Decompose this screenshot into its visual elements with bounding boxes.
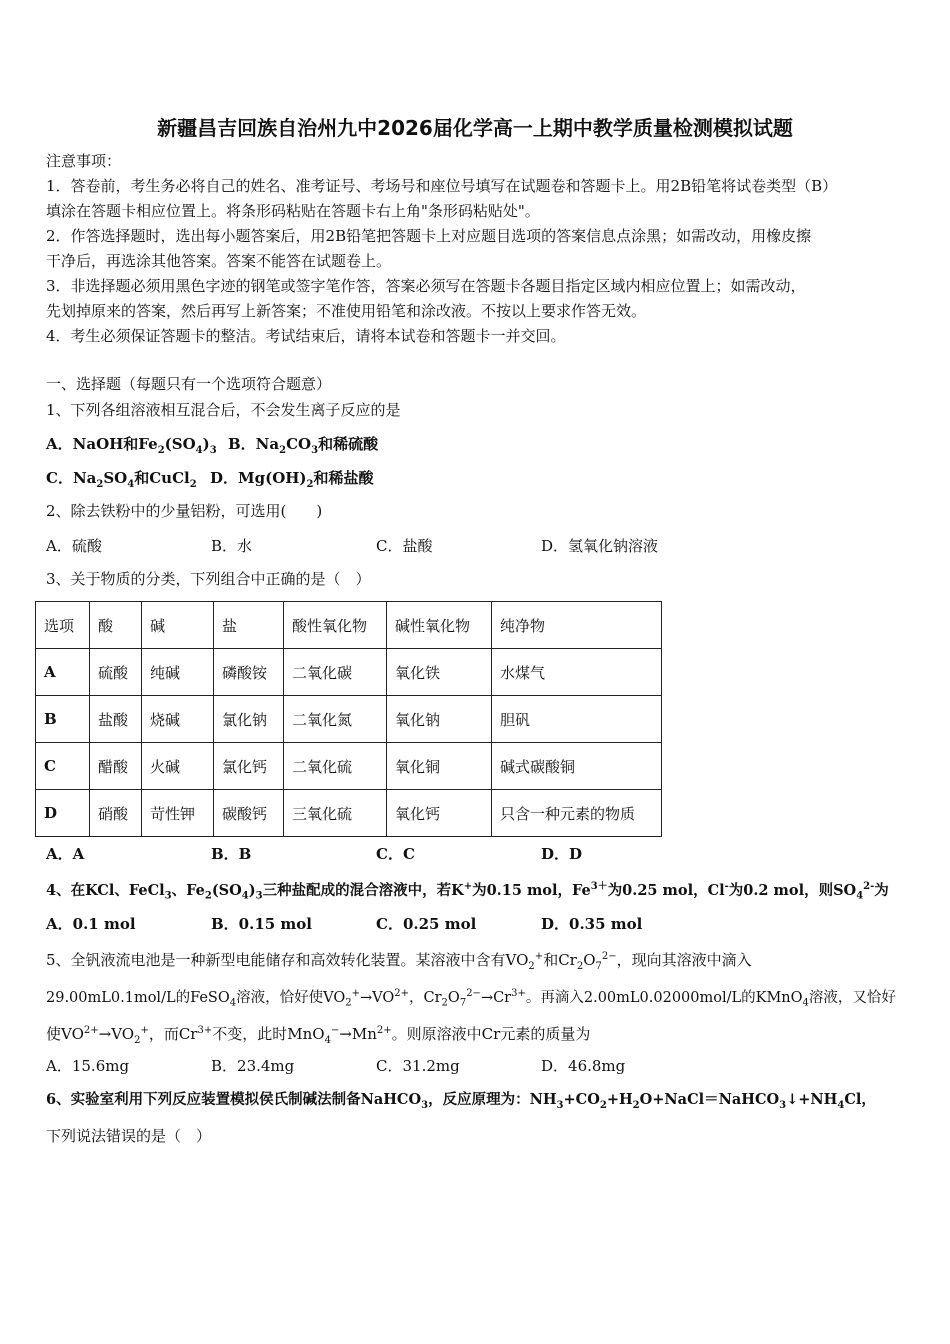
q2-option-a: A．硫酸 [46, 537, 102, 555]
table-header-cell: 纯净物 [492, 602, 662, 649]
q2-option-b: B．水 [211, 537, 253, 555]
q6-line-1: 6、实验室利用下列反应装置模拟侯氏制碱法制备NaHCO$_3$，反应原理为：$NH_3+CO_2+H_2O+NaCl=NaHCO_3↓+NH_4Cl$， [46, 1091, 876, 1111]
table-cell: 苛性钾 [142, 790, 214, 837]
q4-option-d: D．0.35 mol [541, 915, 643, 933]
q5-option-b: B．23.4mg [211, 1057, 295, 1075]
table-header-cell: 选项 [36, 602, 90, 649]
q1-stem: 1、下列各组溶液相互混合后，不会发生离子反应的是 [46, 401, 401, 419]
notice-line-1a: 1．答卷前，考生务必将自己的姓名、准考证号、考场号和座位号填写在试题卷和答题卡上。用2B铅笔将试卷类型（B） [46, 177, 838, 195]
table-cell: 碱式碳酸铜 [492, 743, 662, 790]
table-header-row [36, 602, 662, 649]
table-row [36, 649, 662, 696]
q4-option-c: C．0.25 mol [376, 915, 477, 933]
q3-stem: 3、关于物质的分类，下列组合中正确的是（ ） [46, 570, 371, 588]
table-cell: 三氧化硫 [284, 790, 387, 837]
table-cell: 碳酸钙 [214, 790, 284, 837]
q6-line-2: 下列说法错误的是（ ） [46, 1127, 212, 1145]
table-cell: 胆矾 [492, 696, 662, 743]
section-heading: 一、选择题（每题只有一个选项符合题意） [46, 375, 332, 393]
table-cell: 硫酸 [90, 649, 142, 696]
table-cell: A [36, 649, 90, 696]
table-header-cell: 酸性氧化物 [284, 602, 387, 649]
q2-stem: 2、除去铁粉中的少量铝粉，可选用( ) [46, 502, 323, 520]
table-cell: C [36, 743, 90, 790]
table-cell: 二氧化硫 [284, 743, 387, 790]
table-cell: 只含一种元素的物质 [492, 790, 662, 837]
notice-line-3b: 先划掉原来的答案，然后再写上新答案；不准使用铅笔和涂改液。不按以上要求作答无效。 [46, 302, 647, 320]
table-row [36, 696, 662, 743]
table-cell: 硝酸 [90, 790, 142, 837]
table-cell: 氧化钠 [387, 696, 492, 743]
q5-line-3: 使$VO^{2+}\to VO_2^+$，而$Cr^{3+}$不变，此时$MnO_4^-\to Mn^{2+}$。则原溶液中Cr元素的质量为 [46, 1025, 591, 1046]
table-cell: B [36, 696, 90, 743]
q1-option-a: A．NaOH和$Fe_2(SO_4)_3$ [46, 435, 217, 456]
table-header-cell: 碱 [142, 602, 214, 649]
q5-option-d: D．46.8mg [541, 1057, 626, 1075]
table-header-cell: 酸 [90, 602, 142, 649]
table-row [36, 790, 662, 837]
table-cell: 纯碱 [142, 649, 214, 696]
table-cell: 醋酸 [90, 743, 142, 790]
q5-line-1: 5、全钒液流电池是一种新型电能储存和高效转化装置。某溶液中含有$VO_2^+$和$Cr_2O_7^{2-}$，现向其溶液中滴入 [46, 951, 752, 972]
table-cell: 二氧化碳 [284, 649, 387, 696]
table-cell: D [36, 790, 90, 837]
notice-line-2a: 2．作答选择题时，选出每小题答案后，用2B铅笔把答题卡上对应题目选项的答案信息点涂黑；如需改动，用橡皮擦 [46, 227, 812, 245]
q5-option-c: C．31.2mg [376, 1057, 460, 1075]
table-header-cell: 盐 [214, 602, 284, 649]
notice-line-2b: 干净后，再选涂其他答案。答案不能答在试题卷上。 [46, 252, 392, 270]
q1-option-b: B．$Na_2CO_3$和稀硫酸 [228, 435, 379, 456]
q3-option-d: D．D [541, 845, 583, 863]
q4-option-a: A．0.1 mol [46, 915, 136, 933]
table-cell: 二氧化氮 [284, 696, 387, 743]
q2-option-d: D．氢氧化钠溶液 [541, 537, 659, 555]
table-cell: 氧化铁 [387, 649, 492, 696]
table-cell: 烧碱 [142, 696, 214, 743]
table-cell: 氯化钙 [214, 743, 284, 790]
classification-table [35, 601, 662, 837]
notice-heading: 注意事项： [46, 152, 122, 170]
notice-line-4: 4．考生必须保证答题卡的整洁。考试结束后，请将本试卷和答题卡一并交回。 [46, 327, 566, 345]
q3-option-c: C．C [376, 845, 415, 863]
q2-option-c: C．盐酸 [376, 537, 433, 555]
q1-option-c: C．$Na_2SO_4$和CuCl$_2$ [46, 469, 197, 490]
q4-stem: 4、在KCl、FeCl$_3$、$Fe_2(SO_4)_3$三种盐配成的混合溶液中，若K+为0.15 mol，$Fe^{3+}$为0.25 mol，Cl-为0.2 mol，则$SO_4^{2-}$为 [46, 881, 889, 902]
table-cell: 氧化钙 [387, 790, 492, 837]
table-row [36, 743, 662, 790]
q4-option-b: B．0.15 mol [211, 915, 313, 933]
table-cell: 水煤气 [492, 649, 662, 696]
table-cell: 盐酸 [90, 696, 142, 743]
q1-option-d: D．$Mg(OH)_2$和稀盐酸 [210, 469, 374, 490]
table-cell: 氯化钠 [214, 696, 284, 743]
notice-line-3a: 3．非选择题必须用黑色字迹的钢笔或签字笔作答，答案必须写在答题卡各题目指定区域内相应位置上；如需改动， [46, 277, 806, 295]
notice-line-1b: 填涂在答题卡相应位置上。将条形码粘贴在答题卡右上角"条形码粘贴处"。 [46, 202, 540, 220]
q3-option-a: A．A [46, 845, 85, 863]
q3-option-b: B．B [211, 845, 252, 863]
table-cell: 磷酸铵 [214, 649, 284, 696]
table-cell: 氧化铜 [387, 743, 492, 790]
q5-option-a: A．15.6mg [46, 1057, 130, 1075]
q5-line-2: 29.00mL0.1mol/L的FeSO$_4$溶液，恰好使$VO_2^+\to VO^{2+}$，$Cr_2O_7^{2-}\to Cr^{3+}$。再滴入2.00mL0.02000mol/L的KMnO$_4$溶液，又恰好 [46, 988, 896, 1009]
table-header-cell: 碱性氧化物 [387, 602, 492, 649]
page-title: 新疆昌吉回族自治州九中2026届化学高一上期中教学质量检测模拟试题 [157, 116, 793, 140]
table-cell: 火碱 [142, 743, 214, 790]
